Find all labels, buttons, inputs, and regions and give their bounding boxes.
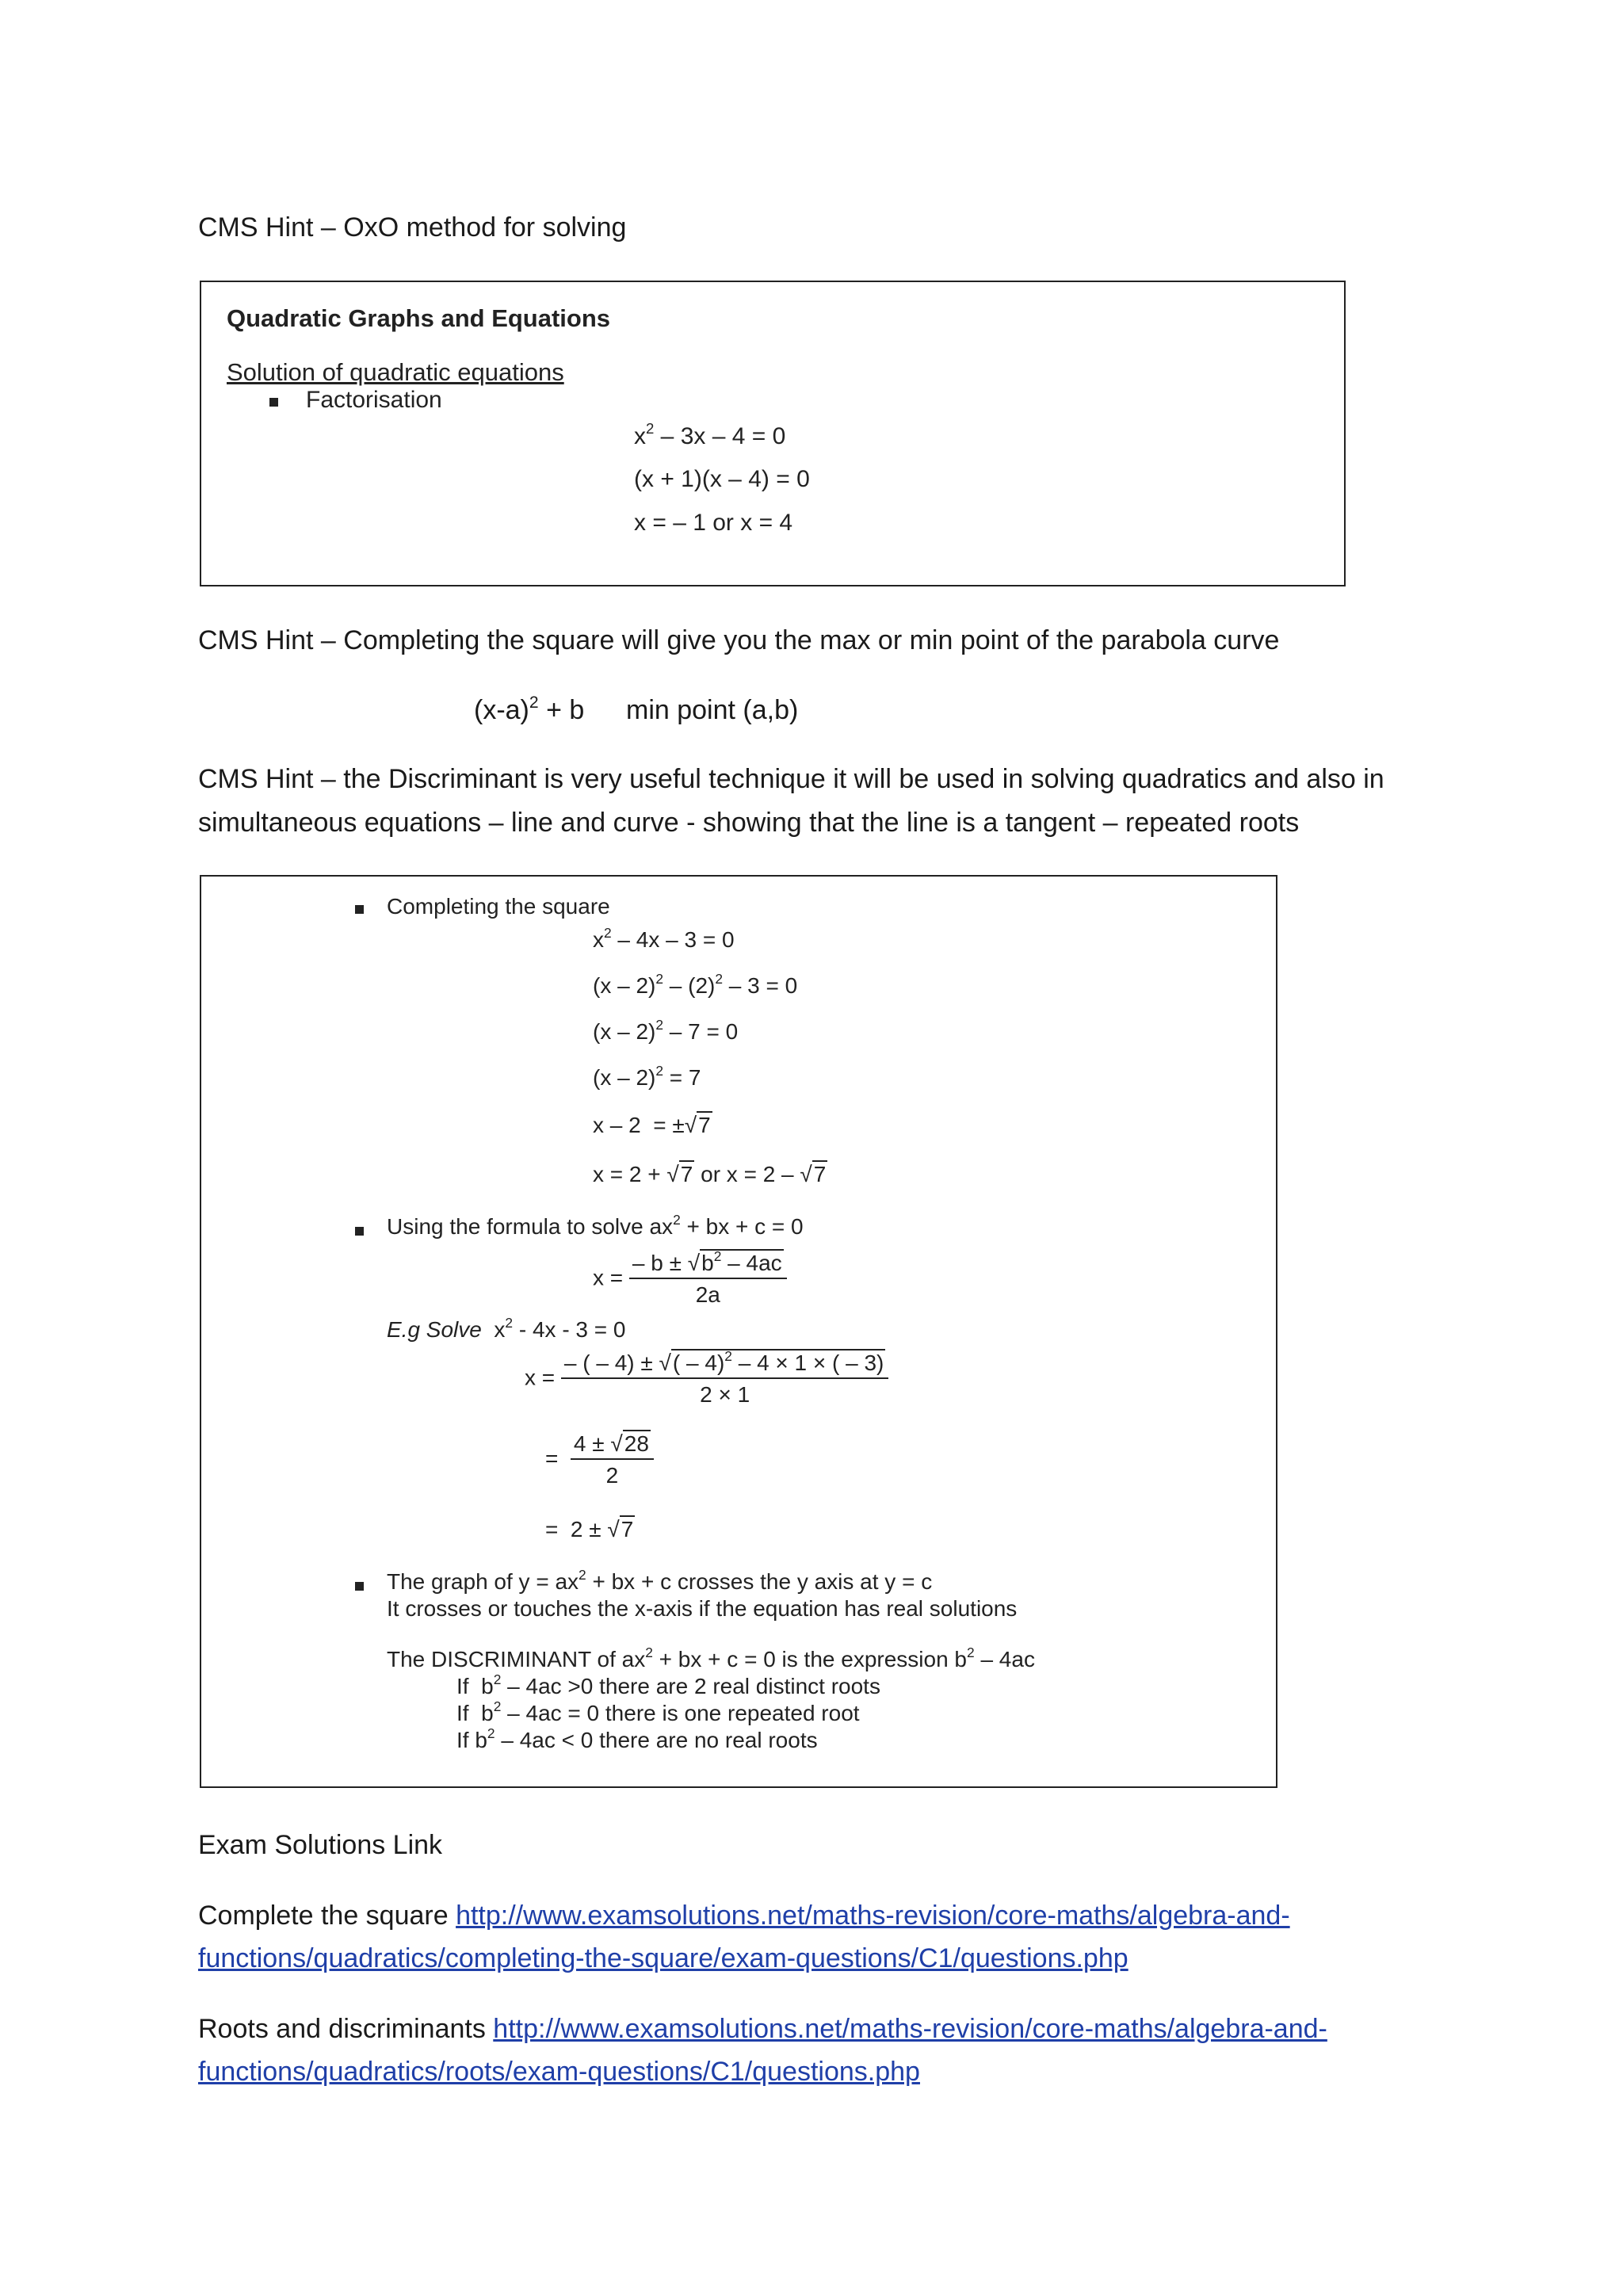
hint-completing-square: CMS Hint – Completing the square will give you the max or min point of the parabola curve — [198, 625, 1280, 655]
discriminant-definition: The DISCRIMINANT of $ax^2$ + bx + c = 0 is the expression $b^2 - 4ac$ — [387, 1644, 1035, 1671]
link2-line1 — [198, 2008, 1327, 2050]
bullet-square-icon — [355, 905, 364, 914]
hint-oxo: CMS Hint – OxO method for solving — [198, 212, 627, 243]
discriminant-zero: If $b^2 - 4ac = 0$ there is one repeated root — [456, 1698, 860, 1725]
factor-eq-1: $x^2 - 3x - 4 = 0$ — [634, 420, 786, 449]
link1-line2 — [198, 1937, 1128, 1980]
link2-label: Roots and discriminants — [198, 2014, 494, 2044]
quadratic-formula: x = $\frac{- b \pm √b^2 - 4ac}{2a}$ — [593, 1251, 787, 1308]
hint-discriminant-line1: CMS Hint – the Discriminant is very useful technique it will be used in solving quadratics and also in — [198, 764, 1384, 794]
completing-square-label: Completing the square — [387, 894, 610, 919]
exam-solutions-heading: Exam Solutions Link — [198, 1830, 443, 1860]
factor-eq-3: x = – 1 or x = 4 — [634, 510, 793, 536]
complete-square-link-cont[interactable]: functions/quadratics/completing-the-square/exam-questions/C1/questions.php — [198, 1943, 1128, 1973]
roots-discriminants-link[interactable]: http://www.examsolutions.net/maths-revision/core-maths/algebra-and- — [493, 2014, 1327, 2044]
discriminant-negative: If $b^2 - 4ac < 0$ there are no real roots — [456, 1725, 818, 1752]
example-substitution: x = $\frac{- ( - 4) \pm √( - 4)^2 - 4 \times 1 \times ( - 3)}{2 \times 1}$ — [525, 1350, 888, 1408]
link1-label: Complete the square — [198, 1901, 456, 1931]
graph-intercept-text: The graph of $y = ax^2$ + bx + c crosses the y axis at y = c — [387, 1566, 933, 1594]
box-subtitle: Solution of quadratic equations — [227, 358, 564, 386]
bullet-square-icon — [269, 398, 278, 407]
cs-eq-2: $(x - 2)^2 - (2)^2 - 3 = 0$ — [593, 970, 798, 998]
factor-eq-2: (x + 1)(x – 4) = 0 — [634, 466, 810, 492]
example-simplify: = $\frac{4 \pm √28}{2}$ — [545, 1431, 654, 1488]
roots-discriminants-link-cont[interactable]: functions/quadratics/roots/exam-questions/C1/questions.php — [198, 2057, 920, 2087]
link2-line2 — [198, 2050, 920, 2093]
methods-box — [200, 875, 1277, 1788]
complete-square-link[interactable]: http://www.examsolutions.net/maths-revision/core-maths/algebra-and- — [456, 1901, 1290, 1931]
formula-label: Using the formula to solve $ax^2$ + bx + c = 0 — [387, 1211, 804, 1239]
cs-eq-3: (x – 2)$^2$ – 7 = 0 — [593, 1016, 739, 1044]
discriminant-positive: If $b^2 - 4ac >0$ there are 2 real distinct roots — [456, 1671, 880, 1698]
min-point-label: min point (a,b) — [626, 695, 799, 725]
hint-discriminant-line2: simultaneous equations – line and curve - showing that the line is a tangent – repeated roots — [198, 808, 1300, 838]
bullet-square-icon — [355, 1582, 364, 1591]
factorisation-label: Factorisation — [306, 387, 442, 413]
x-axis-text: It crosses or touches the x-axis if the equation has real solutions — [387, 1596, 1018, 1621]
example-problem: E.g Solve $x^2 - 4x - 3 = 0$ — [387, 1314, 626, 1342]
cs-eq-6: x = 2 + √7 or x = 2 – √7 — [593, 1162, 827, 1186]
cs-eq-5: x – 2 = ±√7 — [593, 1113, 711, 1137]
example-result: = 2 ± √7 — [545, 1517, 634, 1541]
bullet-square-icon — [355, 1227, 364, 1236]
cs-eq-1: $x^2 - 4x - 3 = 0$ — [593, 924, 735, 952]
box-title: Quadratic Graphs and Equations — [227, 304, 611, 332]
cs-eq-4: (x – 2)$^2$ = 7 — [593, 1062, 701, 1090]
link1-line1 — [198, 1894, 1290, 1937]
vertex-form: $(x-a)^2 + b$ — [474, 693, 585, 725]
factorisation-box — [200, 281, 1346, 586]
